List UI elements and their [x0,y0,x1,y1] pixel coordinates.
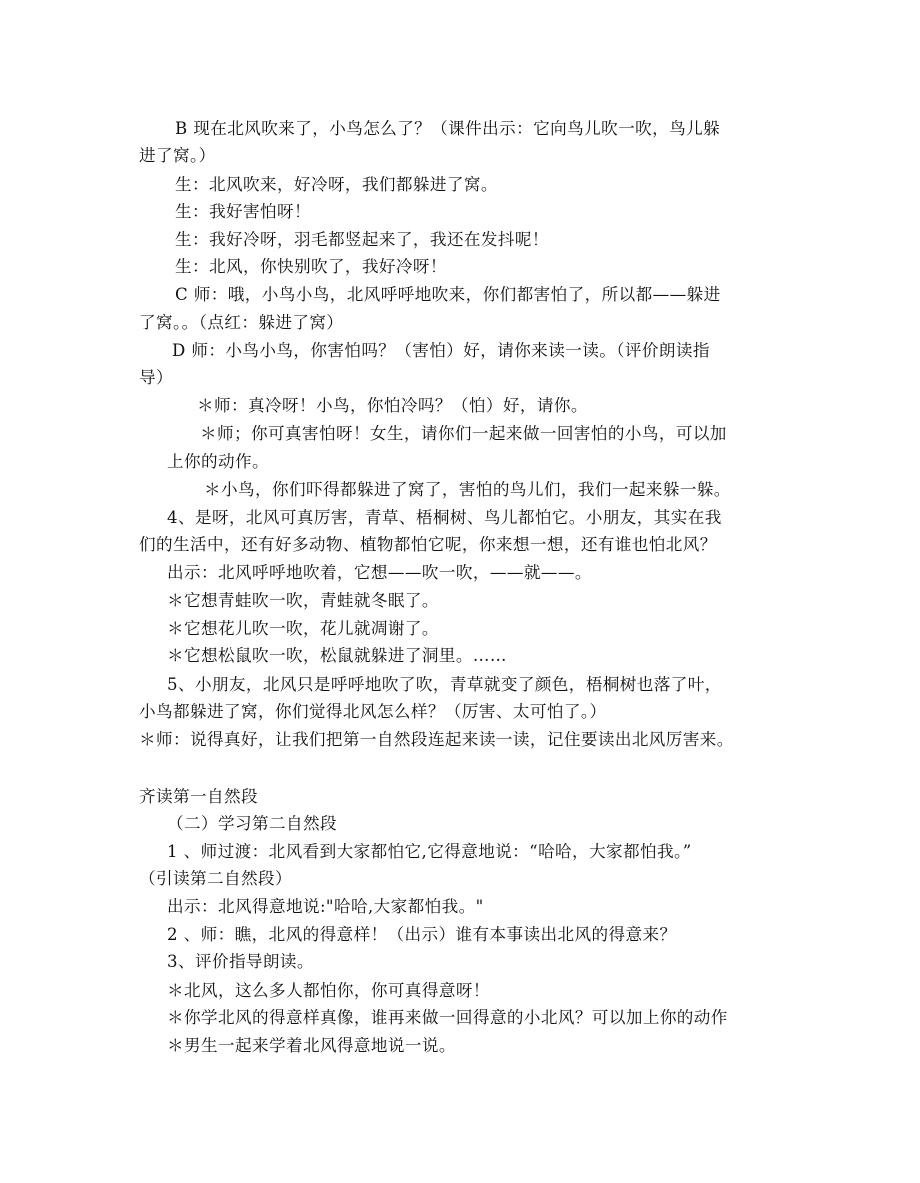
text-line: 出示：北风得意地说:"哈哈,大家都怕我。" [167,897,484,916]
text-line: ＊小鸟，你们吓得都躲进了窝了，害怕的鸟儿们，我们一起来躲一躲。 [204,480,731,499]
text-line: 们的生活中，还有好多动物、植物都怕它呢，你来想一想，还有谁也怕北风？ [139,535,717,554]
text-line: ＊师：说得真好，让我们把第一自然段连起来读一读，记住要读出北风厉害来。 [139,730,734,749]
text-line: 2 、师：瞧，北风的得意样！（出示）谁有本事读出北风的得意来？ [167,925,677,944]
text-line: 生：北风吹来，好冷呀，我们都躲进了窝。 [175,175,498,194]
text-line: ＊师；你可真害怕呀！女生，请你们一起来做一回害怕的小鸟，可以加 [200,424,727,443]
text-line: 生：我好冷呀，羽毛都竖起来了，我还在发抖呢！ [175,230,549,249]
text-line: 齐读第一自然段 [139,787,258,806]
text-line: 生：我好害怕呀！ [175,202,311,221]
text-line: ＊它想松鼠吹一吹，松鼠就躲进了洞里。…… [167,646,507,665]
text-line: 了窝。。（点红：躲进了窝） [139,313,344,332]
text-line: ＊它想花儿吹一吹，花儿就凋谢了。 [167,619,439,638]
text-line: 导） [139,368,173,387]
text-line: 上你的动作。 [167,452,269,471]
text-line: 5、小朋友，北风只是呼呼地吹了吹，青草就变了颜色，梧桐树也落了叶， [167,675,722,694]
text-line: ＊你学北风的得意样真像，谁再来做一回得意的小北风？可以加上你的动作 [167,1008,728,1027]
text-line: 小鸟都躲进了窝，你们觉得北风怎么样？（厉害、太可怕了。） [139,702,607,721]
text-line: B 现在北风吹来了，小鸟怎么了？（课件出示：它向鸟儿吹一吹，鸟儿躲 [175,119,721,138]
text-line: ＊男生一起来学着北风得意地说一说。 [167,1036,456,1055]
text-line: （引读第二自然段） [139,869,292,888]
text-line: ＊师：真冷呀！小鸟，你怕冷吗？（怕）好，请你。 [197,396,588,415]
text-line: ＊它想青蛙吹一吹，青蛙就冬眠了。 [167,591,439,610]
text-line: 4、是呀，北风可真厉害，青草、梧桐树、鸟儿都怕它。小朋友，其实在我 [167,508,722,527]
text-line: 出示：北风呼呼地吹着，它想——吹一吹，——就——。 [167,563,592,582]
text-line: D 师：小鸟小鸟，你害怕吗？（害怕）好，请你来读一读。（评价朗读指 [172,341,710,360]
text-line: （二）学习第二自然段 [167,814,337,833]
text-line: 3、评价指导朗读。 [167,952,314,971]
text-line: C 师：哦，小鸟小鸟，北风呼呼地吹来，你们都害怕了，所以都——躲进 [175,285,721,304]
text-line: ＊北风，这么多人都怕你，你可真得意呀！ [167,981,490,1000]
text-line: 生：北风，你快别吹了，我好冷呀！ [175,257,447,276]
text-line: 进了窝。） [139,146,216,165]
text-line: 1 、师过渡：北风看到大家都怕它,它得意地说：“哈哈，大家都怕我。” [167,842,692,861]
